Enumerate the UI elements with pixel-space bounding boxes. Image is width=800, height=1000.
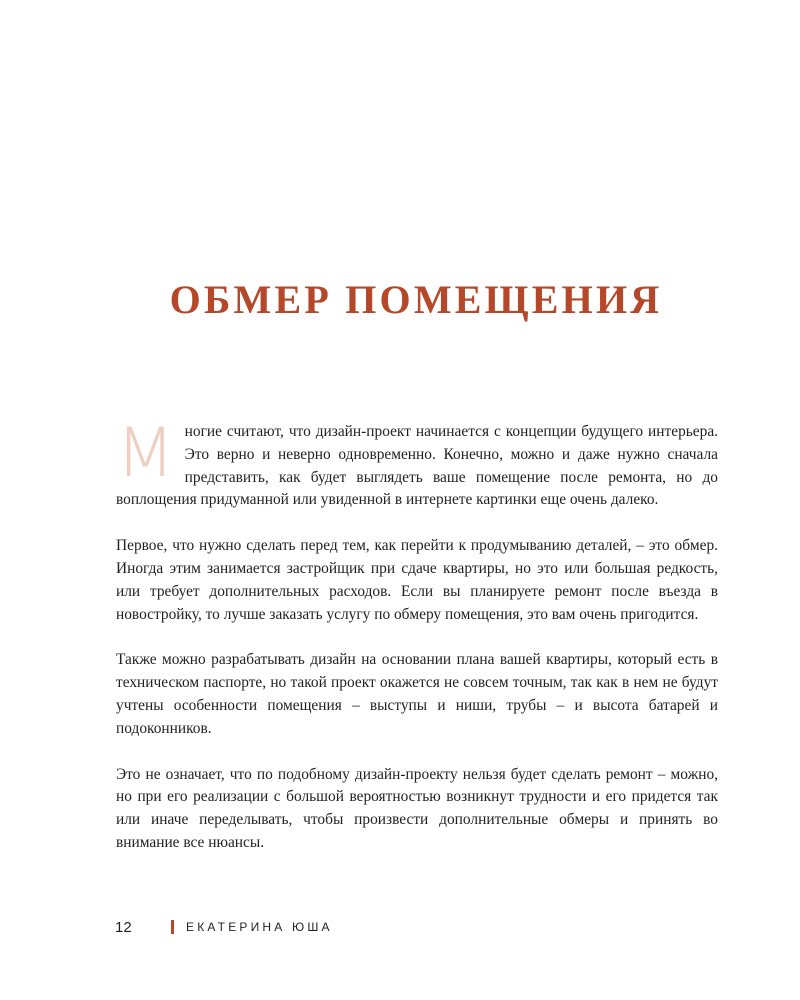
chapter-title: ОБМЕР ПОМЕЩЕНИЯ: [169, 277, 663, 322]
paragraph-2: Первое, что нужно сделать перед тем, как перейти к продумыванию деталей, – это обмер. Иногда этим занимается застройщик при сдаче квартиры, но это или большая редкость, или требует дополнительных расходов. Если вы планируете ремонт после въезда в новостройку, то лучше заказать услугу по обмеру помещения, это вам очень пригодится.: [116, 537, 718, 623]
drop-cap: М: [116, 414, 175, 493]
paragraph-4: Это не означает, что по подобному дизайн-проекту нельзя будет сделать ремонт – можно, но при его реализации с большой вероятностью возникнут трудности и его придется так или иначе переделывать, чтобы произвести дополнительные обмеры и принять во внимание все нюансы.: [116, 765, 718, 851]
paragraph-1-text: ногие считают, что дизайн-проект начинается с концепции будущего интерьера. Это верно и неверно одновременно. Конечно, можно и даже нужно сначала представить, как будет выглядеть ваше помещение после ремонта, но до воплощения придуманной или увиденной в интернете картинки еще очень далеко.: [116, 423, 718, 509]
running-author: ЕКАТЕРИНА ЮША: [186, 920, 333, 934]
page-footer: [115, 916, 333, 938]
page-number: 12: [115, 918, 132, 936]
paragraph-3: Также можно разрабатывать дизайн на основании плана вашей квартиры, который есть в техническом паспорте, но такой проект окажется не совсем точным, так как в нем не будут учтены особенности помещения – выступы и ниши, трубы – и высота батарей и подоконников.: [116, 651, 718, 737]
footer-divider-bar: [171, 920, 174, 934]
body-text: [116, 414, 718, 878]
paragraph-1: [116, 414, 718, 512]
